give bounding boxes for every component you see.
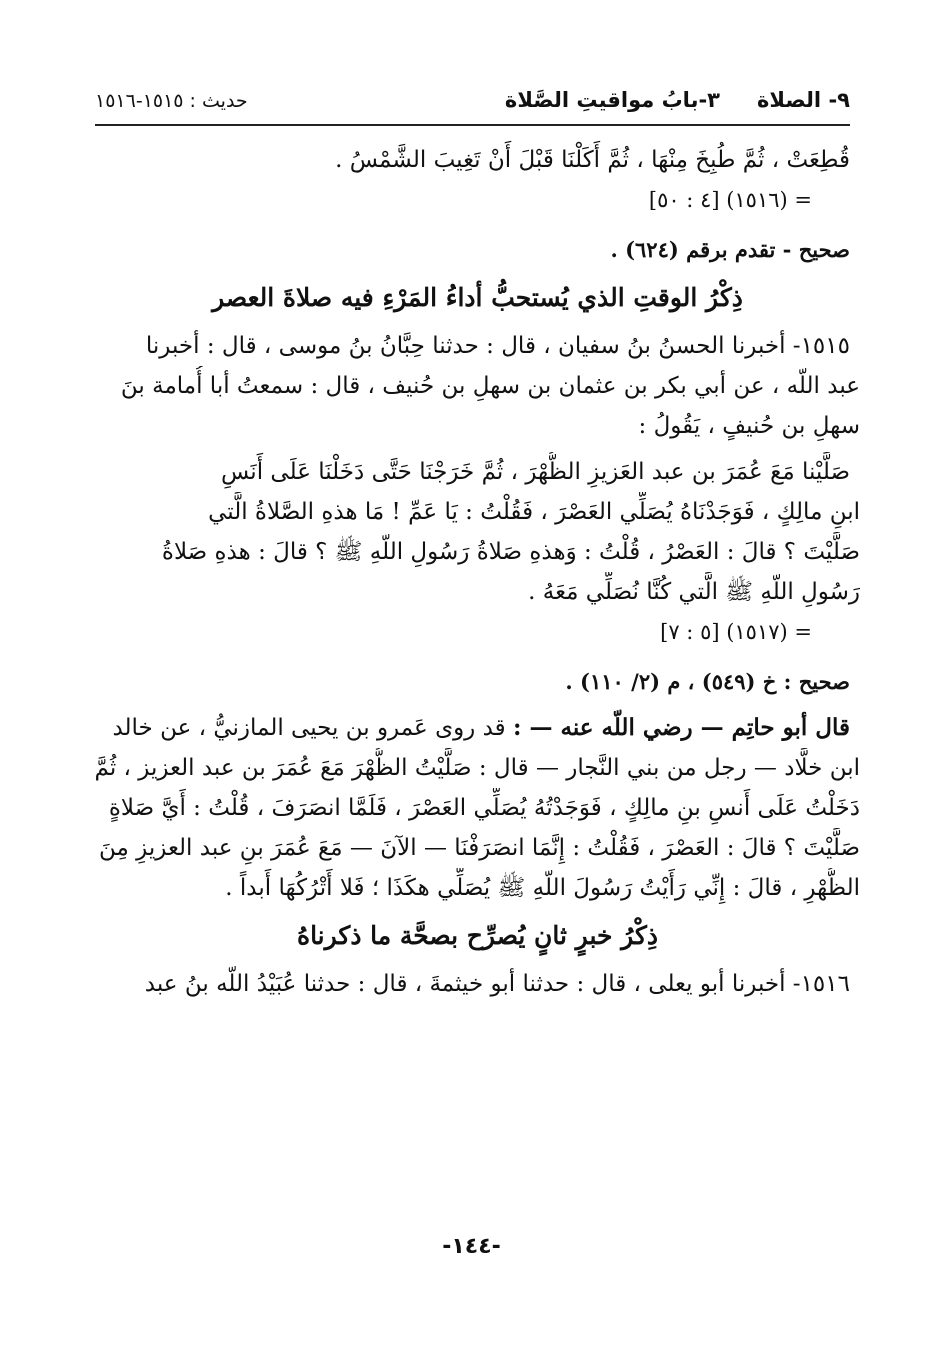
section-heading: ذِكْرُ خبرٍ ثانٍ يُصرِّح بصحَّة ما ذكرناهُ <box>296 921 659 950</box>
page-number: -١٤٤- <box>442 1234 501 1259</box>
grading-note: صحيح - تقدم برقم (٦٢٤) . <box>610 237 850 262</box>
commentary-line: صَلَّيْتَ ؟ قالَ : العَصْرَ ، فَقُلْتُ : إِنَّمَا انصَرَفْنَا — الآنَ — مَعَ عُمَرَ بنِ عبد العزيزِ مِنَ <box>99 835 860 861</box>
isnad-line: ١٥١٦- أخبرنا أبو يعلى ، قال : حدثنا أبو خيثمةَ ، قال : حدثنا عُبَيْدُ اللّه بنُ عبد <box>144 971 850 997</box>
matn-line: رَسُولِ اللّهِ ﷺ الَّتي كُنَّا نُصَلِّي مَعَهُ . <box>528 579 860 605</box>
hadith-range: حديث : ١٥١٥-١٥١٦ <box>95 90 248 112</box>
commentary-line: ابن خلَّاد — رجل من بني النَّجار — قال : صَلَّيْتُ الظُّهْرَ مَعَ عُمَرَ بن عبد العزيز ، ثُمَّ <box>95 755 860 781</box>
matn <box>95 452 860 612</box>
chapter-title: ٣-بابُ مواقيتِ الصَّلاة <box>504 88 720 112</box>
commentary-line: دَخَلْتُ عَلَى أَنسِ بنِ مالِكٍ ، فَوَجَدْتُهُ يُصَلِّي العَصْرَ ، فَلَمَّا انصَرَفَ ، قُلْتُ : أَيَّ صَلاةٍ <box>108 795 860 821</box>
matn-line: صَلَّيْتَ ؟ قالَ : العَصْرُ ، قُلْتُ : وَهذهِ صَلاةُ رَسُولِ اللّهِ ﷺ ؟ قالَ : هذهِ صَلاةُ <box>161 539 860 565</box>
page-body <box>95 140 860 1004</box>
commentary-line: الظُّهْرِ ، قالَ : إِنِّي رَأَيْتُ رَسُولَ اللّهِ ﷺ يُصَلِّي هكَذَا ؛ فَلا أَتْرُكُهَا أَبداً . <box>225 875 860 901</box>
grading-note: صحيح : خ (٥٤٩) ، م (٢/ ١١٠) . <box>565 669 850 694</box>
cross-reference: = (١٥١٦) [٤ : ٥٠] <box>648 188 812 212</box>
running-header <box>95 84 850 124</box>
book-title: ٩- الصلاة <box>757 88 850 112</box>
matn-line: صَلَّيْنا مَعَ عُمَرَ بن عبد العَزيزِ الظُّهْرَ ، ثُمَّ خَرَجْنَا حَتَّى دَخَلْنَا عَلَى أَنَسِ <box>220 459 850 485</box>
cross-reference: = (١٥١٧) [٥ : ٧] <box>660 620 812 644</box>
commentary-line <box>95 708 860 748</box>
isnad-line: سهلِ بن حُنيفٍ ، يَقُولُ : <box>638 413 860 439</box>
continuation-line: قُطِعَتْ ، ثُمَّ طُبِخَ مِنْهَا ، ثُمَّ أَكَلْنَا قَبْلَ أَنْ تَغِيبَ الشَّمْسُ . <box>335 147 850 173</box>
commentary-text: قد روى عَمرو بن يحيى المازنيُّ ، عن خالد <box>112 715 513 741</box>
commentary-lead: قال أبو حاتِم — رضي اللّه عنه — : <box>512 714 850 741</box>
header-rule <box>95 124 850 126</box>
section-heading: ذِكْرُ الوقتِ الذي يُستحبُّ أداءُ المَرْءِ فيه صلاةَ العصر <box>212 283 743 312</box>
matn-line: ابنِ مالِكٍ ، فَوَجَدْنَاهُ يُصَلِّي العَصْرَ ، فَقُلْتُ : يَا عَمِّ ! مَا هذهِ الصَّلاةُ الَّتي <box>208 499 860 525</box>
commentary <box>95 708 860 908</box>
isnad-line: عبد اللّه ، عن أبي بكر بن عثمان بن سهلِ بن حُنيف ، قال : سمعتُ أبا أُمامة بنَ <box>120 373 860 399</box>
isnad-line: ١٥١٥- أخبرنا الحسنُ بنُ سفيان ، قال : حدثنا حِبَّانُ بنُ موسى ، قال : أخبرنا <box>145 333 850 359</box>
